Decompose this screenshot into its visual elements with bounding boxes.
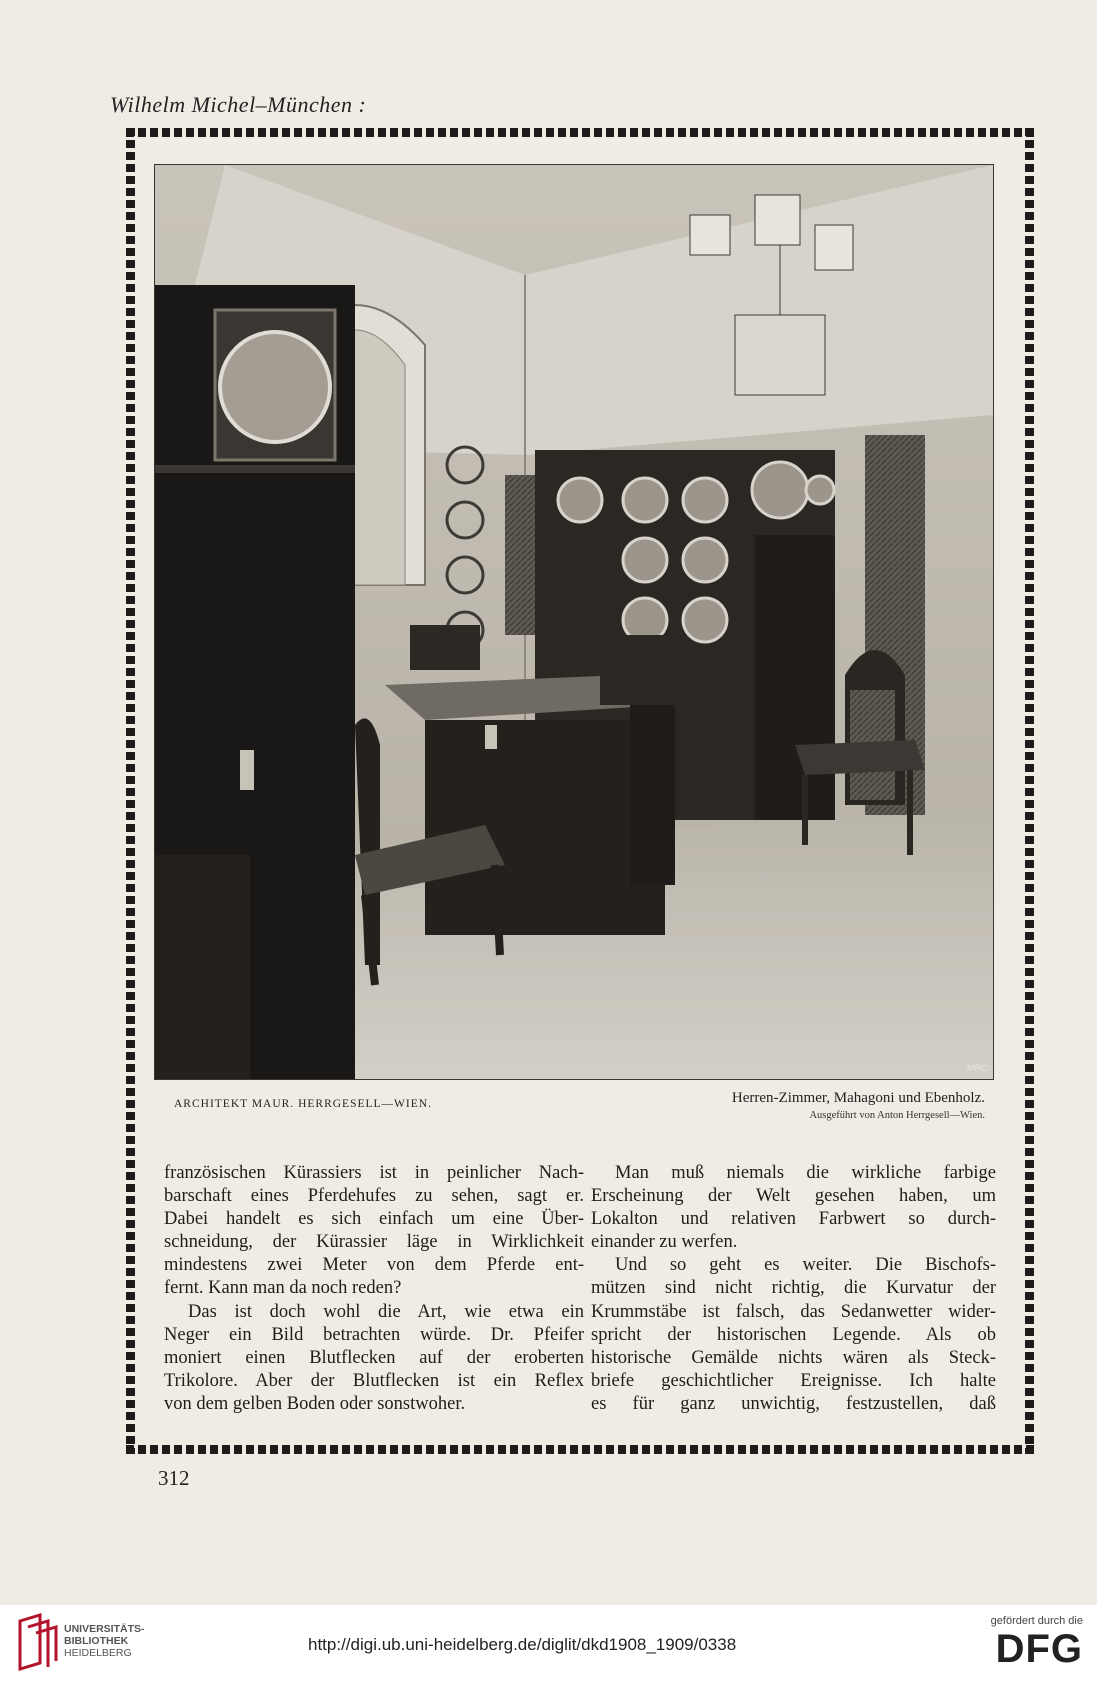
text-line: einander zu werfen.: [591, 1232, 738, 1253]
text-line: barschaft eines Pferdehufes zu sehen, sagt er.: [164, 1186, 584, 1207]
dfg-logo: DFG: [995, 1627, 1083, 1671]
text-line: spricht der historischen Legende. Als ob: [591, 1324, 996, 1345]
library-name-line: HEIDELBERG: [64, 1647, 132, 1659]
text-line: Erscheinung der Welt gesehen haben, um: [591, 1186, 996, 1207]
library-name-line: BIBLIOTHEK: [64, 1635, 129, 1647]
text-column-left: [164, 1162, 584, 1416]
running-head: Wilhelm Michel–München :: [110, 92, 367, 117]
text-line: von dem gelben Boden oder sonstwoher.: [164, 1393, 466, 1414]
library-name[interactable]: [64, 1623, 145, 1659]
text-line: schneidung, der Kürassier läge in Wirklichkeit: [164, 1232, 584, 1253]
text-line: briefe geschichtlicher Ereignisse. Ich halte: [591, 1370, 996, 1391]
funder-block[interactable]: [991, 1615, 1083, 1671]
funded-label: gefördert durch die: [990, 1615, 1083, 1627]
text-line: Das ist doch wohl die Art, wie etwa ein: [188, 1301, 584, 1322]
text-line: Krummstäbe ist falsch, das Sedanwetter wider-: [591, 1301, 996, 1322]
text-line: Trikolore. Aber der Blutflecken ist ein Reflex: [164, 1370, 584, 1391]
page-number: 312: [158, 1466, 190, 1490]
caption-title-main: Herren-Zimmer, Mahagoni und Ebenholz.: [731, 1090, 985, 1106]
text-line: Und so geht es weiter. Die Bischofs-: [615, 1255, 996, 1276]
library-name-line: UNIVERSITÄTS-: [64, 1623, 145, 1635]
photo-monogram: MRC: [967, 1063, 988, 1073]
caption-title: [732, 1090, 985, 1121]
text-line: Lokalton und relativen Farbwert so durch-: [591, 1209, 996, 1230]
text-line: Dabei handelt es sich einfach um eine Über-: [164, 1209, 584, 1230]
caption-title-sub: Ausgeführt von Anton Herrgesell—Wien.: [809, 1110, 985, 1121]
text-line: moniert einen Blutflecken auf der eroberten: [164, 1347, 584, 1368]
text-line: historische Gemälde nichts wären als Steck-: [591, 1347, 996, 1368]
footer-bar: [0, 1605, 1097, 1681]
permalink-url[interactable]: http://digi.ub.uni-heidelberg.de/diglit/dkd1908_1909/0338: [308, 1635, 737, 1654]
text-line: mützen sind nicht richtig, die Kurvatur der: [591, 1278, 996, 1299]
text-column-right: [591, 1162, 996, 1416]
text-line: Neger ein Bild betrachten würde. Dr. Pfeifer: [164, 1324, 584, 1345]
text-line: französischen Kürassiers ist in peinlicher Nach-: [164, 1163, 584, 1183]
library-logo-icon: [14, 1613, 60, 1671]
text-line: mindestens zwei Meter von dem Pferde ent-: [164, 1255, 584, 1276]
text-line: es für ganz unwichtig, festzustellen, daß: [591, 1393, 996, 1414]
caption-architect: ARCHITEKT MAUR. HERRGESELL—WIEN.: [174, 1098, 432, 1110]
text-line: fernt. Kann man da noch reden?: [164, 1278, 402, 1299]
text-line: Man muß niemals die wirkliche farbige: [615, 1163, 996, 1183]
interior-photo: [155, 165, 993, 1079]
